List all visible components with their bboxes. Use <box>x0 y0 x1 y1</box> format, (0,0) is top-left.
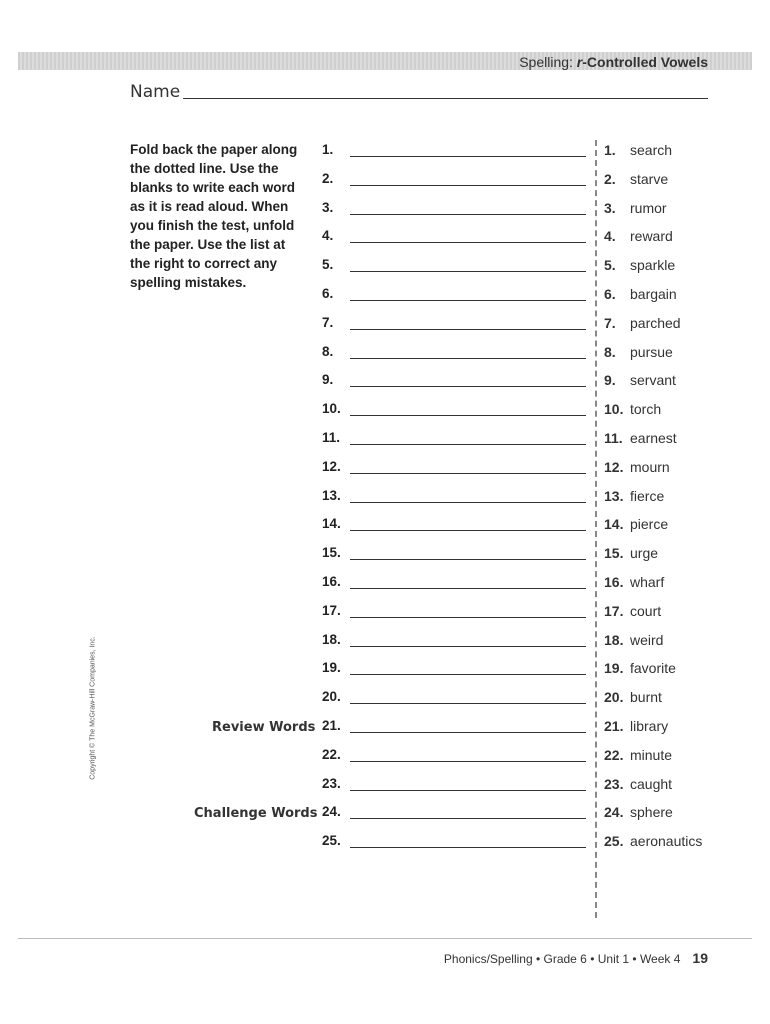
answer-number: 3. <box>322 200 334 215</box>
spelling-word: aeronautics <box>630 833 703 849</box>
word-number: 17. <box>604 603 624 619</box>
spelling-word: pursue <box>630 344 673 360</box>
list-item <box>604 689 662 709</box>
list-item <box>604 804 673 824</box>
answer-blank[interactable] <box>350 358 586 359</box>
answer-blank[interactable] <box>350 473 586 474</box>
answer-row <box>322 516 586 536</box>
footer-text: Phonics/Spelling • Grade 6 • Unit 1 • Week 4 <box>443 952 681 966</box>
spelling-word: earnest <box>630 430 677 446</box>
list-item <box>604 603 661 623</box>
answer-number: 5. <box>322 257 334 272</box>
answer-number: 14. <box>322 516 341 531</box>
unit-title-emphasis: r <box>576 54 583 70</box>
answer-row <box>322 804 586 824</box>
answer-blank[interactable] <box>350 329 586 330</box>
list-item <box>604 545 658 565</box>
answer-number: 13. <box>322 488 341 503</box>
word-number: 10. <box>604 401 624 417</box>
answer-row <box>322 142 586 162</box>
answer-number: 17. <box>322 603 341 618</box>
answer-number: 8. <box>322 344 334 359</box>
answer-blank[interactable] <box>350 214 586 215</box>
answer-row <box>322 488 586 508</box>
answer-number: 11. <box>322 430 341 445</box>
spelling-word: wharf <box>630 574 665 590</box>
word-number: 12. <box>604 459 624 475</box>
word-number: 13. <box>604 488 624 504</box>
word-number: 4. <box>604 228 616 244</box>
answer-blank[interactable] <box>350 588 586 589</box>
word-number: 25. <box>604 833 624 849</box>
answer-blank[interactable] <box>350 271 586 272</box>
answer-number: 18. <box>322 632 341 647</box>
word-number: 24. <box>604 804 624 820</box>
copyright-notice: Copyright © The McGraw-Hill Companies, Inc. <box>89 636 97 780</box>
word-number: 7. <box>604 315 616 331</box>
spelling-word: servant <box>630 372 676 388</box>
spelling-word: urge <box>630 545 659 561</box>
page-number: 19 <box>692 950 708 966</box>
spelling-word: torch <box>630 401 662 417</box>
answer-row <box>322 776 586 796</box>
spelling-word: library <box>630 718 669 734</box>
answer-row <box>322 459 586 479</box>
word-number: 20. <box>604 689 624 705</box>
name-row <box>130 82 708 102</box>
answer-number: 10. <box>322 401 341 416</box>
fold-line <box>595 140 597 918</box>
answer-number: 9. <box>322 372 334 387</box>
list-item <box>604 776 672 796</box>
list-item <box>604 833 702 853</box>
list-item <box>604 718 668 738</box>
word-number: 18. <box>604 632 624 648</box>
answer-number: 22. <box>322 747 341 762</box>
answer-blank[interactable] <box>350 761 586 762</box>
list-item <box>604 401 661 421</box>
word-number: 1. <box>604 142 616 158</box>
word-number: 6. <box>604 286 616 302</box>
word-number: 11. <box>604 430 623 446</box>
word-number: 15. <box>604 545 624 561</box>
answer-row <box>322 200 586 220</box>
answer-number: 16. <box>322 574 341 589</box>
answer-blank[interactable] <box>350 444 586 445</box>
list-item <box>604 372 676 392</box>
spelling-word: rumor <box>630 200 667 216</box>
list-item <box>604 747 672 767</box>
answer-blank[interactable] <box>350 674 586 675</box>
word-number: 14. <box>604 516 624 532</box>
answer-row <box>322 171 586 191</box>
answer-number: 19. <box>322 660 341 675</box>
word-number: 3. <box>604 200 616 216</box>
answer-row <box>322 401 586 421</box>
answer-blank[interactable] <box>350 415 586 416</box>
list-item <box>604 257 675 277</box>
answer-blank[interactable] <box>350 300 586 301</box>
answer-row <box>322 833 586 853</box>
answer-number: 12. <box>322 459 341 474</box>
list-item <box>604 315 681 335</box>
answer-row <box>322 257 586 277</box>
answer-row <box>322 718 586 738</box>
unit-title <box>519 54 708 70</box>
answer-row <box>322 574 586 594</box>
answer-row <box>322 430 586 450</box>
spelling-word: parched <box>630 315 681 331</box>
list-item <box>604 142 672 162</box>
word-number: 22. <box>604 747 624 763</box>
answer-blank[interactable] <box>350 386 586 387</box>
word-number: 19. <box>604 660 624 676</box>
word-number: 8. <box>604 344 616 360</box>
list-item <box>604 430 677 450</box>
answer-blank[interactable] <box>350 530 586 531</box>
list-item <box>604 516 668 536</box>
answer-blank[interactable] <box>350 559 586 560</box>
answer-row <box>322 747 586 767</box>
answer-blank[interactable] <box>350 732 586 733</box>
list-item <box>604 488 664 508</box>
list-item <box>604 171 668 191</box>
answer-row <box>322 286 586 306</box>
answer-blank[interactable] <box>350 185 586 186</box>
list-item <box>604 200 667 220</box>
answer-blank[interactable] <box>350 847 586 848</box>
answer-number: 24. <box>322 804 341 819</box>
answer-blank[interactable] <box>350 818 586 819</box>
list-item <box>604 660 676 680</box>
footer-rule <box>18 938 752 939</box>
answer-blank[interactable] <box>350 242 586 243</box>
spelling-word: weird <box>630 632 664 648</box>
answer-row <box>322 660 586 680</box>
spelling-word: search <box>630 142 673 158</box>
spelling-word: caught <box>630 776 673 792</box>
answer-number: 1. <box>322 142 334 157</box>
spelling-word: mourn <box>630 459 670 475</box>
word-number: 2. <box>604 171 616 187</box>
answer-number: 7. <box>322 315 334 330</box>
unit-title-rest: -Controlled Vowels <box>582 54 708 70</box>
answer-number: 25. <box>322 833 341 848</box>
list-item <box>604 344 673 364</box>
answer-number: 4. <box>322 228 334 243</box>
instructions: Fold back the paper along the dotted line. Use the blanks to write each word as it is read aloud. When you finish the test, unfold the paper. Use the list at the right to correct any spelling mistakes. <box>130 142 298 290</box>
list-item <box>604 632 663 652</box>
name-field[interactable] <box>183 98 708 99</box>
word-number: 16. <box>604 574 624 590</box>
spelling-word: sphere <box>630 804 673 820</box>
name-label: Name <box>130 82 181 102</box>
list-item <box>604 286 677 306</box>
spelling-word: favorite <box>630 660 676 676</box>
unit-title-prefix: Spelling: <box>519 54 577 70</box>
spelling-word: minute <box>630 747 673 763</box>
spelling-word: bargain <box>630 286 677 302</box>
answer-blank[interactable] <box>350 703 586 704</box>
answer-blank[interactable] <box>350 617 586 618</box>
answer-row <box>322 689 586 709</box>
answer-row <box>322 228 586 248</box>
spelling-word: burnt <box>630 689 662 705</box>
answer-number: 20. <box>322 689 341 704</box>
spelling-word: pierce <box>630 516 669 532</box>
word-number: 5. <box>604 257 616 273</box>
answer-row <box>322 603 586 623</box>
answer-row <box>322 545 586 565</box>
answer-number: 6. <box>322 286 334 301</box>
challenge-words-label: Challenge Words <box>194 806 318 821</box>
answer-blank[interactable] <box>350 502 586 503</box>
footer <box>444 950 708 966</box>
spelling-word: fierce <box>630 488 665 504</box>
answer-blank[interactable] <box>350 646 586 647</box>
answer-blank[interactable] <box>350 790 586 791</box>
list-item <box>604 228 673 248</box>
list-item <box>604 459 670 479</box>
spelling-word: court <box>630 603 662 619</box>
list-item <box>604 574 664 594</box>
answer-row <box>322 344 586 364</box>
review-words-label: Review Words <box>212 720 316 735</box>
spelling-word: reward <box>630 228 673 244</box>
answer-number: 2. <box>322 171 334 186</box>
answer-blank[interactable] <box>350 156 586 157</box>
word-number: 9. <box>604 372 616 388</box>
word-number: 21. <box>604 718 624 734</box>
answer-number: 21. <box>322 718 341 733</box>
answer-row <box>322 632 586 652</box>
answer-row <box>322 315 586 335</box>
spelling-word: sparkle <box>630 257 676 273</box>
answer-number: 15. <box>322 545 341 560</box>
answer-number: 23. <box>322 776 341 791</box>
spelling-word: starve <box>630 171 669 187</box>
word-number: 23. <box>604 776 624 792</box>
answer-row <box>322 372 586 392</box>
